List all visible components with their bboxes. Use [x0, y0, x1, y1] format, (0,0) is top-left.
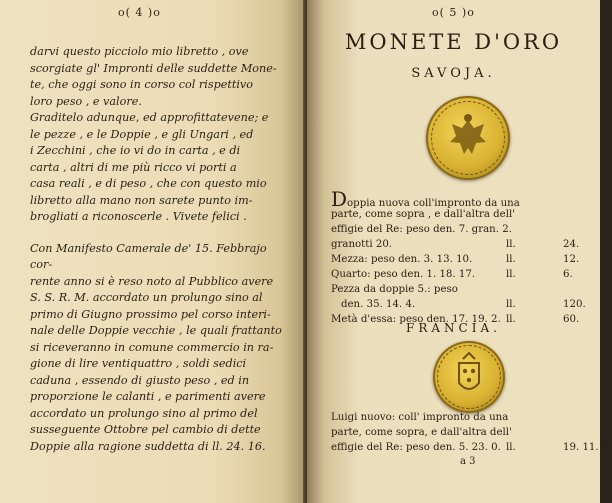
coin-table-row: [331, 207, 593, 222]
coin-value: 120.: [563, 299, 586, 310]
text-line: scorgiate gl' Impronti delle suddette Mone-: [30, 61, 277, 75]
coin-description-text: effigie del Re: peso den. 7. gran. 2.: [331, 224, 512, 235]
coin-description-text: parte, come sopra, e dall'altra dell': [331, 427, 512, 438]
section-heading-savoja: SAVOJA.: [411, 66, 496, 81]
coin-value: 60.: [563, 314, 580, 325]
france-coin-table: [331, 410, 612, 455]
coin-description: [331, 207, 515, 222]
text-line: Graditelo adunque, ed approfittatevene; e: [30, 111, 269, 124]
coin-description: [341, 297, 415, 312]
coin-value: 19. 11. 6.: [563, 442, 612, 453]
text-line: Con Manifesto Camerale de' 15. Febbrajo cor-: [30, 241, 267, 271]
coin-description-text: parte, come sopra , e dall'altra dell': [331, 209, 516, 220]
page-title: MONETE D'ORO: [344, 30, 563, 54]
coin-description: [331, 440, 501, 455]
savoy-gold-coin-image: [426, 96, 510, 180]
coin-description-text: effigie del Re: peso den. 5. 23. 0.: [331, 442, 501, 453]
left-page-body: [30, 44, 292, 455]
coin-description: [331, 252, 472, 267]
text-line: primo di Giugno prossimo pel corso interi-: [30, 307, 271, 321]
text-line: susseguente Ottobre pel cambio di dette: [30, 423, 261, 436]
text-line: caduna , essendo di giusto peso , ed in: [30, 373, 250, 387]
coin-description: [331, 237, 392, 252]
coin-table-row: [331, 282, 593, 297]
text-line: carta , altri di me più ricco vi porti a: [30, 160, 237, 174]
text-line: te, che oggi sono in corso col rispettivo: [30, 78, 253, 91]
text-line: nale delle Doppie vecchie , le quali frattanto: [30, 324, 282, 337]
text-line: gione di lire ventiquattro , soldi sedici: [30, 357, 247, 370]
text-line: loro peso , e valore.: [30, 94, 142, 108]
text-line: libretto alla mano non sarete punto im-: [30, 193, 253, 207]
coin-table-row: [331, 267, 593, 282]
coin-description-text: Metà d'essa: peso den. 17. 19. 2.: [331, 314, 501, 325]
right-page: [307, 0, 612, 503]
text-line: Doppie alla ragione suddetta di ll. 24. 16.: [30, 439, 266, 453]
currency-unit: ll.: [506, 254, 516, 265]
text-line: brogliati a riconoscerle . Vivete felici .: [30, 210, 247, 223]
coin-table-row: [331, 297, 593, 312]
coin-table-row: [331, 237, 593, 252]
coin-description: [331, 282, 458, 297]
currency-unit: ll.: [506, 239, 516, 250]
coin-description: [331, 425, 512, 440]
coin-table-row: [331, 187, 593, 211]
currency-unit: ll.: [506, 269, 516, 280]
signature-mark: a 3: [460, 456, 476, 467]
coin-description-text: Mezza: peso den. 3. 13. 10.: [331, 254, 473, 265]
text-line: accordato un prolungo sino al primo del: [30, 406, 258, 420]
coin-table-row: [331, 425, 593, 440]
currency-unit: ll.: [506, 442, 516, 453]
coin-description-text: Quarto: peso den. 1. 18. 17.: [331, 269, 476, 280]
section-heading-francia: FRANCIA.: [406, 321, 501, 335]
coin-description: [331, 222, 512, 237]
coin-description: [331, 410, 508, 425]
coin-description-text: den. 35. 14. 4.: [341, 299, 416, 310]
coin-description-text: oppia nuova coll'impronto da una: [347, 198, 520, 209]
text-line: si riceveranno in comune commercio in ra-: [30, 340, 274, 354]
currency-unit: ll.: [506, 314, 516, 325]
text-line: i Zecchini , che io vi do in carta , e di: [30, 144, 241, 157]
coin-description-text: Luigi nuovo: coll' impronto da una: [331, 412, 509, 423]
french-louis-gold-coin-image: [433, 341, 505, 413]
text-line: S. S. R. M. accordato un prolungo sino al: [30, 291, 263, 304]
text-line: le pezze , e le Doppie , e gli Ungari , ed: [30, 127, 254, 141]
coin-table-row: [331, 440, 612, 455]
coin-description: [331, 267, 475, 282]
page-number: o( 5 )o: [432, 6, 475, 19]
savoy-coin-table: [331, 187, 593, 327]
text-line: proporzione le calanti , e parimenti avere: [30, 390, 266, 403]
coin-value: 12.: [563, 254, 580, 265]
coin-description-text: Pezza da doppie 5.: peso: [331, 284, 458, 295]
page-number: o( 4 )o: [118, 6, 161, 19]
coin-value: 24.: [563, 239, 580, 250]
left-page: [0, 0, 305, 503]
text-line: darvi questo picciolo mio libretto , ove: [30, 45, 249, 58]
text-line: rente anno si è reso noto al Pubblico avere: [30, 274, 274, 288]
coin-table-row: [331, 222, 593, 237]
coin-table-row: [331, 252, 593, 267]
coin-description-text: granotti 20.: [331, 239, 393, 250]
coin-table-row: [331, 410, 593, 425]
coin-value: 6.: [563, 269, 573, 280]
drop-cap: D: [331, 187, 348, 211]
currency-unit: ll.: [506, 299, 516, 310]
text-line: casa reali , e di peso , che con questo mio: [30, 177, 267, 190]
